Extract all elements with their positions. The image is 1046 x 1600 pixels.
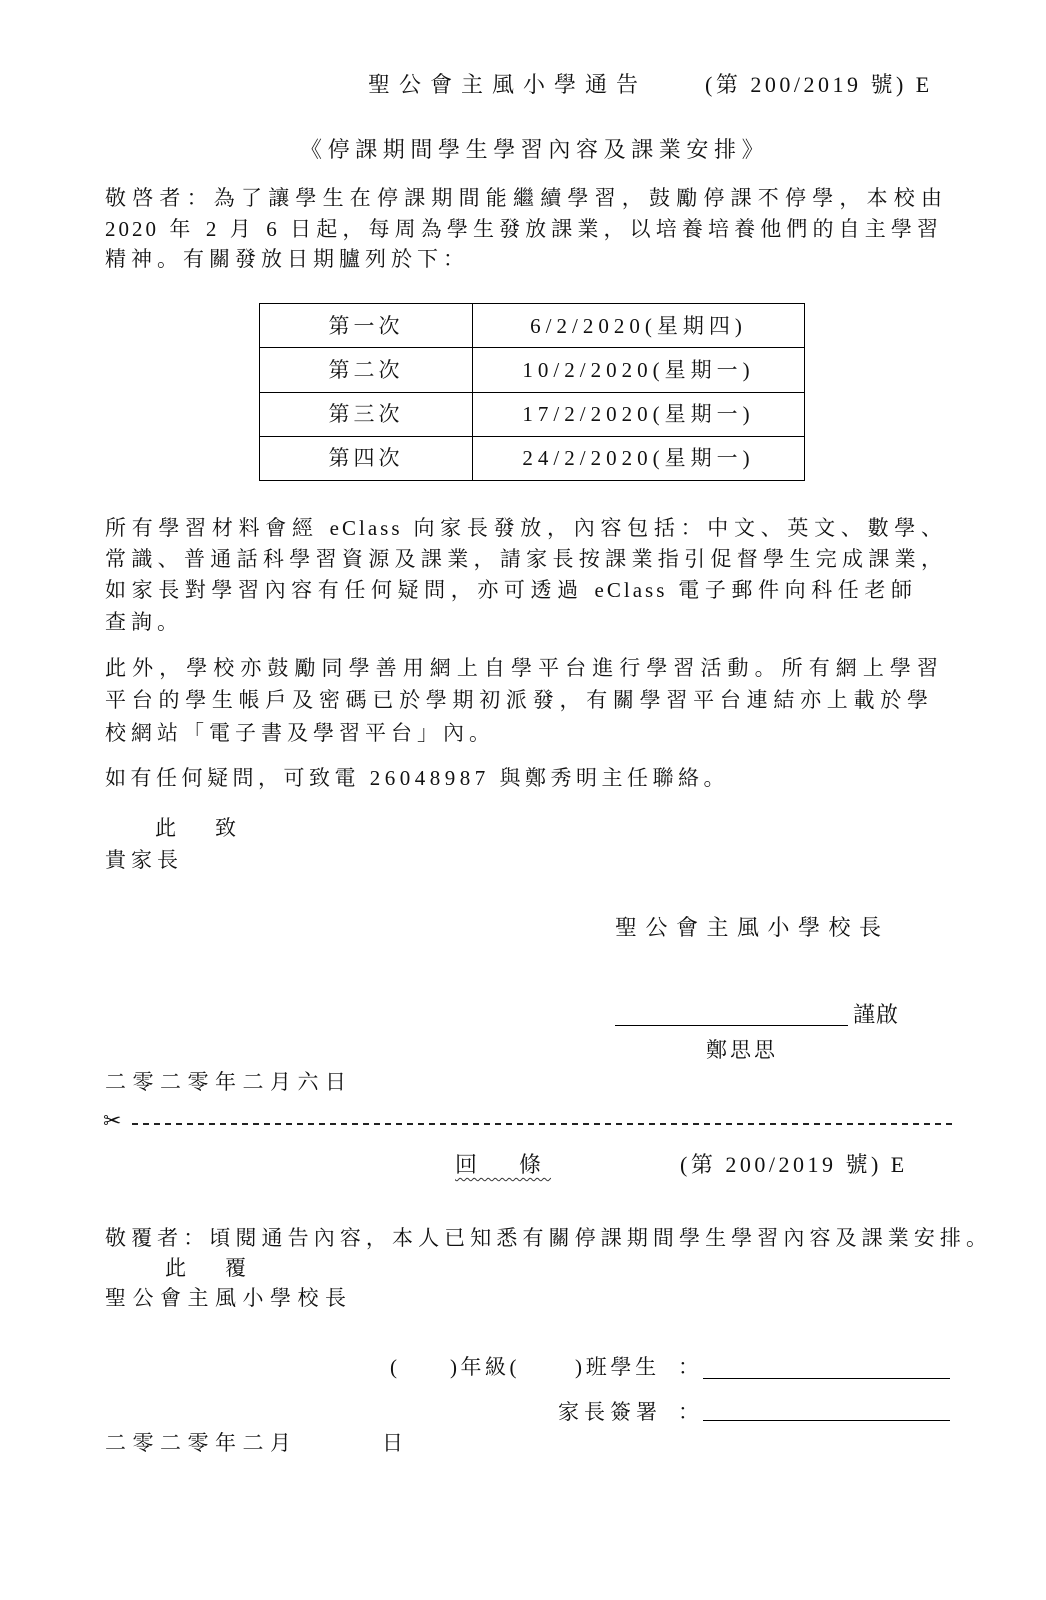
paragraph-line: 此外，學校亦鼓勵同學善用網上自學平台進行學習活動。所有網上學習 xyxy=(105,656,941,680)
schedule-date-cell: 6/2/2020(星期四) xyxy=(473,304,805,348)
reply-statement: 敬覆者：頃閱通告內容，本人已知悉有關停課期間學生學習內容及課業安排。 xyxy=(105,1226,990,1250)
paragraph-line: 平台的學生帳戶及密碼已於學期初派發，有關學習平台連結亦上載於學 xyxy=(105,688,931,712)
closing-salutation: 此 致 xyxy=(155,816,245,840)
paragraph-line: 所有學習材料會經 eClass 向家長發放，內容包括：中文、英文、數學、 xyxy=(105,516,945,540)
notice-subject: 《停課期間學生學習內容及課業安排》 xyxy=(300,137,770,162)
schedule-round-cell: 第一次 xyxy=(260,304,473,348)
schedule-round-cell: 第三次 xyxy=(260,392,473,436)
school-notice-title: 聖公會主風小學通告 xyxy=(368,72,648,97)
schedule-round-cell: 第二次 xyxy=(260,348,473,392)
paragraph-line: 校網站「電子書及學習平台」內。 xyxy=(105,721,495,745)
parent-signature-line xyxy=(703,1420,950,1421)
class-student-label: )班學生 xyxy=(575,1355,660,1379)
table-row xyxy=(260,436,805,480)
paragraph-line: 如家長對學習內容有任何疑問，亦可透過 eClass 電子郵件向科任老師 xyxy=(105,578,915,602)
parent-signature-label: 家長簽署 xyxy=(558,1400,662,1424)
schedule-round-cell: 第四次 xyxy=(260,436,473,480)
paragraph-line: 敬啓者：為了讓學生在停課期間能繼續學習，鼓勵停課不停學，本校由 xyxy=(105,186,945,210)
paragraph-line: 精神。有關發放日期臚列於下： xyxy=(105,247,469,271)
schedule-date-cell: 24/2/2020(星期一) xyxy=(473,436,805,480)
notice-number: (第 200/2019 號) E xyxy=(705,72,933,97)
release-schedule-table xyxy=(259,303,805,481)
reply-date-suffix: 日 xyxy=(382,1431,408,1455)
reply-addressee: 聖公會主風小學校長 xyxy=(105,1286,353,1310)
cut-divider xyxy=(132,1123,955,1125)
reply-closing: 此 覆 xyxy=(165,1256,255,1280)
closing-addressee: 貴家長 xyxy=(105,848,183,872)
schedule-date-cell: 17/2/2020(星期一) xyxy=(473,392,805,436)
paragraph-line: 查詢。 xyxy=(105,610,183,634)
class-open-paren: ( xyxy=(390,1355,397,1379)
sign-off: 謹啟 xyxy=(853,1002,900,1027)
signature-line xyxy=(615,1025,848,1026)
class-colon: ： xyxy=(678,1355,699,1379)
table-row xyxy=(260,304,805,348)
paragraph-line: 2020 年 2 月 6 日起，每周為學生發放課業，以培養培養他們的自主學習 xyxy=(105,217,941,241)
notice-date: 二零二零年二月六日 xyxy=(105,1070,353,1094)
student-name-line xyxy=(703,1378,950,1379)
reply-notice-number: (第 200/2019 號) E xyxy=(680,1152,908,1177)
schedule-date-cell: 10/2/2020(星期一) xyxy=(473,348,805,392)
contact-paragraph: 如有任何疑問，可致電 26048987 與鄭秀明主任聯絡。 xyxy=(105,766,729,790)
table-row xyxy=(260,348,805,392)
signatory-title: 聖公會主風小學校長 xyxy=(615,915,890,940)
paragraph-line: 常識、普通話科學習資源及課業，請家長按課業指引促督學生完成課業， xyxy=(105,547,945,571)
grade-label: )年級( xyxy=(450,1355,520,1379)
scissors-icon xyxy=(103,1108,121,1136)
signatory-name: 鄭思思 xyxy=(706,1038,778,1062)
reply-slip-title: 回 條 xyxy=(455,1152,552,1177)
reply-date-prefix: 二零二零年二月 xyxy=(105,1431,298,1455)
table-row xyxy=(260,392,805,436)
parent-colon: ： xyxy=(678,1400,699,1424)
